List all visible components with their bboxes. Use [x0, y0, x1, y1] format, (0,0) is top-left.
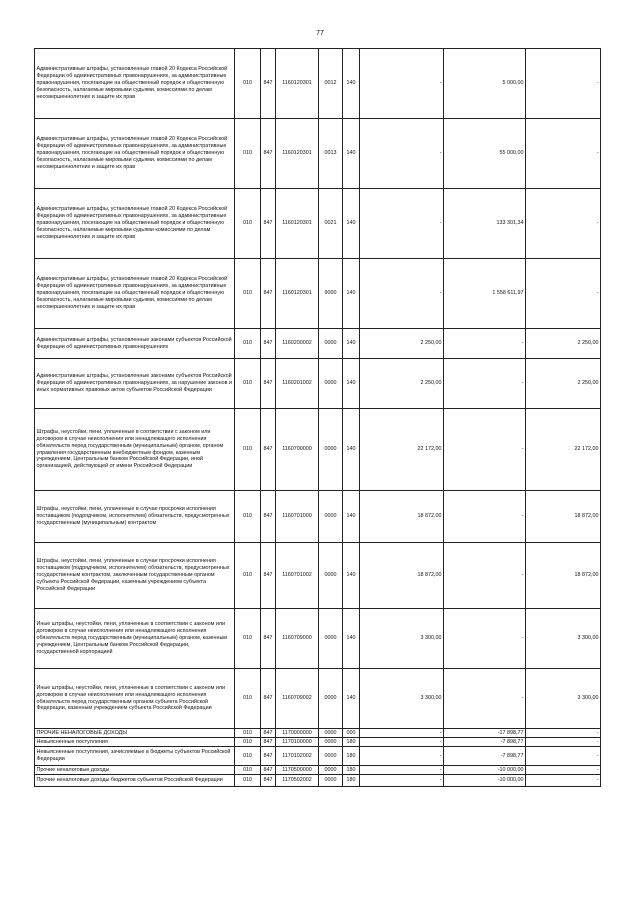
- row-agency-code: 847: [261, 729, 276, 738]
- row-name: Прочие неналоговые доходы бюджетов субъектов Российской Федерации: [35, 775, 235, 787]
- row-name: Прочие неналоговые доходы: [35, 766, 235, 775]
- row-value-1: 2 250,00: [360, 359, 444, 409]
- row-admin-code: 010: [235, 491, 261, 543]
- row-admin-code: 010: [235, 49, 261, 119]
- row-kosgu-code: 140: [343, 491, 360, 543]
- row-value-2: -10 000,00: [444, 775, 526, 787]
- row-value-1: -: [360, 738, 444, 747]
- row-value-3: 2 250,00: [526, 359, 601, 409]
- row-agency-code: 847: [261, 738, 276, 747]
- row-value-2: -: [444, 669, 526, 729]
- row-admin-code: 010: [235, 359, 261, 409]
- row-name: Иные штрафы, неустойки, пени, уплаченные в соответствии с законом или договором в случае неисполнения или ненадлежащего исполнения обязательств перед государственным органом субъекта Российской Федерации, казенным учреждением субъекта Российской Федерации: [35, 669, 235, 729]
- row-revenue-code: 1170100000: [276, 738, 319, 747]
- row-name: Невыясненные поступления, зачисляемые в бюджеты субъектов Российской Федерации: [35, 747, 235, 766]
- row-value-1: -: [360, 766, 444, 775]
- row-subtype-code: 0000: [319, 738, 343, 747]
- row-value-2: -7 898,77: [444, 747, 526, 766]
- table-row: [35, 49, 601, 119]
- row-kosgu-code: 000: [343, 729, 360, 738]
- row-admin-code: 010: [235, 609, 261, 669]
- row-value-1: -: [360, 747, 444, 766]
- row-value-3: -: [526, 729, 601, 738]
- row-value-3: -: [526, 119, 601, 189]
- row-value-3: -: [526, 766, 601, 775]
- table-row: [35, 359, 601, 409]
- table-row: [35, 747, 601, 766]
- row-agency-code: 847: [261, 49, 276, 119]
- page-number: 77: [316, 30, 324, 37]
- row-admin-code: 010: [235, 747, 261, 766]
- row-agency-code: 847: [261, 359, 276, 409]
- row-value-2: -: [444, 359, 526, 409]
- row-name: ПРОЧИЕ НЕНАЛОГОВЫЕ ДОХОДЫ: [35, 729, 235, 738]
- row-subtype-code: 0000: [319, 609, 343, 669]
- row-subtype-code: 0000: [319, 669, 343, 729]
- row-revenue-code: 1160709000: [276, 609, 319, 669]
- row-value-3: 3 300,00: [526, 669, 601, 729]
- row-value-3: 18 872,00: [526, 491, 601, 543]
- row-name: Иные штрафы, неустойки, пени, уплаченные в соответствии с законом или договором в случае неисполнения или ненадлежащего исполнения обязательств перед государственным (муниципальным) органом, казенным учреждением, Центральным банком Российской Федерации, государственной корпорацией: [35, 609, 235, 669]
- budget-revenue-table: [34, 48, 601, 787]
- row-kosgu-code: 180: [343, 738, 360, 747]
- row-revenue-code: 1170502002: [276, 775, 319, 787]
- row-subtype-code: 0000: [319, 543, 343, 609]
- row-kosgu-code: 140: [343, 189, 360, 259]
- row-value-2: 5 000,00: [444, 49, 526, 119]
- row-value-2: -: [444, 491, 526, 543]
- row-revenue-code: 1160701002: [276, 543, 319, 609]
- row-admin-code: 010: [235, 543, 261, 609]
- row-admin-code: 010: [235, 729, 261, 738]
- row-admin-code: 010: [235, 766, 261, 775]
- row-value-2: 133 301,34: [444, 189, 526, 259]
- row-subtype-code: 0000: [319, 747, 343, 766]
- row-name: Административные штрафы, установленные главой 20 Кодекса Российской Федерации об административных правонарушениях, за административные правонарушения, посягающие на общественный порядок и общественную безопасность, налагаемые мировыми судьями, комиссиями по делам несовершеннолетних и защите их прав: [35, 119, 235, 189]
- table-row: [35, 329, 601, 359]
- row-subtype-code: 0000: [319, 729, 343, 738]
- row-value-3: -: [526, 259, 601, 329]
- row-value-2: -17 898,77: [444, 729, 526, 738]
- row-subtype-code: 9000: [319, 259, 343, 329]
- row-agency-code: 847: [261, 747, 276, 766]
- row-value-1: 22 172,00: [360, 409, 444, 491]
- row-value-3: -: [526, 747, 601, 766]
- row-revenue-code: 1170500000: [276, 766, 319, 775]
- row-value-2: -: [444, 609, 526, 669]
- row-admin-code: 010: [235, 669, 261, 729]
- row-kosgu-code: 140: [343, 669, 360, 729]
- row-revenue-code: 1160701000: [276, 491, 319, 543]
- row-name: Административные штрафы, установленные главой 20 Кодекса Российской Федерации об административных правонарушениях, за административные правонарушения, посягающие на общественный порядок и общественную безопасность, налагаемые мировыми судьями комиссиями по делам несовершеннолетних и защите их прав: [35, 189, 235, 259]
- row-value-2: -: [444, 543, 526, 609]
- row-agency-code: 847: [261, 766, 276, 775]
- row-kosgu-code: 140: [343, 329, 360, 359]
- row-value-2: 1 558 611,97: [444, 259, 526, 329]
- row-value-2: -7 898,77: [444, 738, 526, 747]
- row-subtype-code: 0013: [319, 119, 343, 189]
- row-name: Административные штрафы, установленные законами субъектов Российской Федерации об административных правонарушениях: [35, 329, 235, 359]
- row-admin-code: 010: [235, 775, 261, 787]
- table-row: [35, 189, 601, 259]
- row-subtype-code: 0000: [319, 359, 343, 409]
- row-revenue-code: 1160120301: [276, 49, 319, 119]
- row-admin-code: 010: [235, 119, 261, 189]
- table-row: [35, 543, 601, 609]
- row-kosgu-code: 140: [343, 49, 360, 119]
- table-row: [35, 738, 601, 747]
- row-value-1: 18 872,00: [360, 543, 444, 609]
- row-kosgu-code: 140: [343, 359, 360, 409]
- row-value-3: -: [526, 738, 601, 747]
- row-value-3: 18 872,00: [526, 543, 601, 609]
- row-revenue-code: 1160120301: [276, 259, 319, 329]
- row-admin-code: 010: [235, 409, 261, 491]
- row-kosgu-code: 140: [343, 409, 360, 491]
- row-value-2: -: [444, 329, 526, 359]
- row-value-3: -: [526, 189, 601, 259]
- row-admin-code: 010: [235, 738, 261, 747]
- row-name: Административные штрафы, установленные главой 20 Кодекса Российской Федерации об административных правонарушениях, за административные правонарушения, посягающие на общественный порядок и общественную безопасность, налагаемые мировыми судьями, комиссиями по делам несовершеннолетних и защите их прав: [35, 259, 235, 329]
- row-kosgu-code: 180: [343, 775, 360, 787]
- row-subtype-code: 0000: [319, 775, 343, 787]
- row-revenue-code: 1160120301: [276, 189, 319, 259]
- row-admin-code: 010: [235, 189, 261, 259]
- row-kosgu-code: 140: [343, 119, 360, 189]
- row-agency-code: 847: [261, 669, 276, 729]
- row-value-3: -: [526, 49, 601, 119]
- table-row: [35, 491, 601, 543]
- row-revenue-code: 1160709002: [276, 669, 319, 729]
- row-value-1: -: [360, 775, 444, 787]
- row-revenue-code: 1160120301: [276, 119, 319, 189]
- row-value-1: 18 872,00: [360, 491, 444, 543]
- row-agency-code: 847: [261, 259, 276, 329]
- row-revenue-code: 1170000000: [276, 729, 319, 738]
- row-name: Штрафы, неустойки, пени, уплаченные в соответствии с законом или договором в случае неисполнения или ненадлежащего исполнения обязательств перед государственным (муниципальным) органом, органом управления государственным внебюджетным фондом, казенным учреждением, Центральным банком Российской Федерации, иной организацией, действующей от имени Российской Федерации: [35, 409, 235, 491]
- row-kosgu-code: 140: [343, 259, 360, 329]
- row-name: Административные штрафы, установленные законами субъектов Российской Федерации об административных правонарушениях, за нарушение законов и иных нормативных правовых актов субъектов Российской Федерации: [35, 359, 235, 409]
- row-value-1: 2 250,00: [360, 329, 444, 359]
- row-value-1: -: [360, 49, 444, 119]
- row-value-3: 2 250,00: [526, 329, 601, 359]
- row-name: Штрафы, неустойки, пени, уплаченные в случае просрочки исполнения поставщиком (подрядчиком, исполнителем) обязательств, предусмотренных государственным контрактом, заключенным государственным органом субъекта Российской Федерации, казенным учреждением субъекта Российской Федерации: [35, 543, 235, 609]
- row-subtype-code: 0000: [319, 409, 343, 491]
- row-subtype-code: 0000: [319, 766, 343, 775]
- row-kosgu-code: 180: [343, 766, 360, 775]
- row-value-2: 55 000,00: [444, 119, 526, 189]
- row-value-2: -10 000,00: [444, 766, 526, 775]
- row-name: Невыясненные поступления: [35, 738, 235, 747]
- row-revenue-code: 1170102002: [276, 747, 319, 766]
- row-kosgu-code: 180: [343, 747, 360, 766]
- row-value-1: 3 300,00: [360, 609, 444, 669]
- row-value-3: 22 172,00: [526, 409, 601, 491]
- row-value-1: -: [360, 729, 444, 738]
- row-name: Административные штрафы, установленные главой 20 Кодекса Российской Федерации об административных правонарушениях, за административные правонарушения, посягающие на общественный порядок и общественную безопасность, налагаемые мировыми судьями, комиссиями по делам несовершеннолетних и защите их прав: [35, 49, 235, 119]
- row-name: Штрафы, неустойки, пени, уплаченные в случае просрочки исполнения поставщиком (подрядчиком, исполнителем) обязательств, предусмотренных государственным (муниципальным) контрактом: [35, 491, 235, 543]
- row-agency-code: 847: [261, 189, 276, 259]
- row-value-1: -: [360, 189, 444, 259]
- row-value-3: 3 300,00: [526, 609, 601, 669]
- row-agency-code: 847: [261, 409, 276, 491]
- row-value-1: -: [360, 119, 444, 189]
- row-value-1: -: [360, 259, 444, 329]
- table-row: [35, 669, 601, 729]
- row-agency-code: 847: [261, 119, 276, 189]
- row-agency-code: 847: [261, 491, 276, 543]
- table-row: [35, 775, 601, 787]
- row-agency-code: 847: [261, 543, 276, 609]
- table-row: [35, 119, 601, 189]
- row-agency-code: 847: [261, 329, 276, 359]
- table-row: [35, 259, 601, 329]
- table-row: [35, 609, 601, 669]
- row-value-1: 3 300,00: [360, 669, 444, 729]
- row-kosgu-code: 140: [343, 543, 360, 609]
- row-revenue-code: 1160700000: [276, 409, 319, 491]
- row-subtype-code: 0000: [319, 491, 343, 543]
- row-revenue-code: 1160200002: [276, 329, 319, 359]
- row-revenue-code: 1160201002: [276, 359, 319, 409]
- row-subtype-code: 0021: [319, 189, 343, 259]
- row-value-3: -: [526, 775, 601, 787]
- row-admin-code: 010: [235, 259, 261, 329]
- row-agency-code: 847: [261, 775, 276, 787]
- table-row: [35, 766, 601, 775]
- row-kosgu-code: 140: [343, 609, 360, 669]
- row-subtype-code: 0000: [319, 329, 343, 359]
- row-value-2: -: [444, 409, 526, 491]
- row-admin-code: 010: [235, 329, 261, 359]
- table-row: [35, 729, 601, 738]
- row-agency-code: 847: [261, 609, 276, 669]
- table-row: [35, 409, 601, 491]
- row-subtype-code: 0012: [319, 49, 343, 119]
